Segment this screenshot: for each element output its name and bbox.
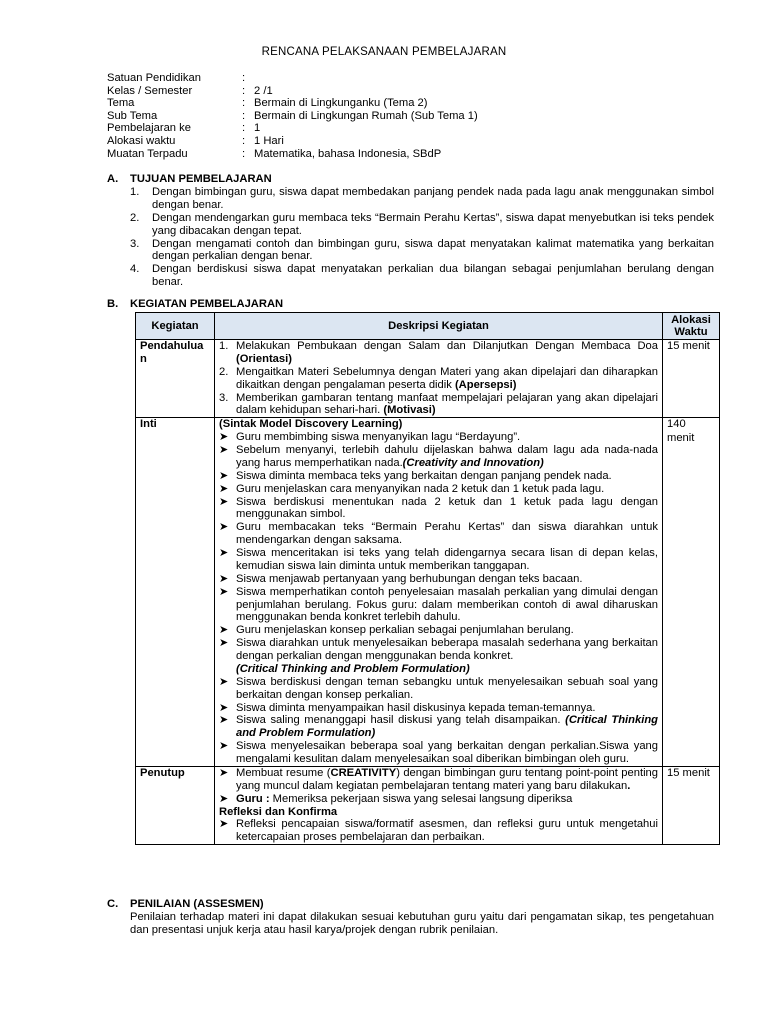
arrow-bullet-icon: ➤ <box>219 495 229 508</box>
item-number: 2. <box>130 211 140 224</box>
info-value: 2 /1 <box>254 84 273 97</box>
item-text: Siswa menceritakan isi teks yang telah didengarnya secara lisan di depan kelas, kemudian siswa lain diminta untuk memberikan tanggapan. <box>236 547 658 572</box>
header-alokasi: Alokasi Waktu <box>663 313 720 340</box>
item-tag: (Critical Thinking and Problem Formulation) <box>236 662 470 675</box>
list-item <box>219 573 658 586</box>
item-text: Siswa menyelesaikan beberapa soal yang berkaitan dengan perkalian.Siswa yang mengalami kesulitan dalam menyelesaikan soal diberikan bimbingan oleh guru. <box>236 740 658 765</box>
item-text: Guru menjelaskan konsep perkalian sebagai penjumlahan berulang. <box>236 624 574 637</box>
info-row <box>107 72 478 85</box>
info-row <box>107 148 478 161</box>
item-number: 1. <box>130 186 140 198</box>
activity-name: Penutup <box>136 766 215 844</box>
list-item <box>130 263 714 289</box>
item-text: Siswa diminta menyampaikan hasil diskusinya kepada teman-temannya. <box>236 701 596 714</box>
list-item <box>219 624 658 637</box>
item-text: Guru menjelaskan cara menyanyikan nada 2 ketuk dan 1 ketuk pada lagu. <box>236 482 605 495</box>
list-item <box>219 483 658 496</box>
item-tag: (Creativity and Innovation) <box>402 456 544 469</box>
activity-time: 15 menit <box>663 340 720 418</box>
item-tag: (Orientasi) <box>236 352 292 365</box>
arrow-bullet-icon: ➤ <box>219 469 229 482</box>
item-text: . <box>627 779 631 792</box>
info-colon: : <box>242 84 246 97</box>
table-row-penutup <box>136 766 720 844</box>
section-letter: A. <box>107 173 119 185</box>
arrow-bullet-icon: ➤ <box>219 740 229 753</box>
info-row <box>107 122 478 135</box>
activity-name: Pendahuluan <box>136 340 215 418</box>
activity-description <box>215 766 663 844</box>
item-tag: (Critical Thinking and Problem Formulation) <box>236 714 658 740</box>
arrow-bullet-icon: ➤ <box>219 482 229 495</box>
activities-table <box>135 312 720 845</box>
activity-name: Inti <box>136 418 215 767</box>
list-item <box>130 238 714 264</box>
list-item <box>219 676 658 702</box>
item-text: Memeriksa pekerjaan siswa yang selesai langsung diperiksa <box>272 792 573 805</box>
list-item <box>219 496 658 522</box>
arrow-bullet-icon: ➤ <box>219 572 229 585</box>
item-text: Siswa saling menanggapi hasil diskusi yang telah disampaikan. <box>236 714 566 727</box>
arrow-bullet-icon: ➤ <box>219 585 229 598</box>
arrow-bullet-icon: ➤ <box>219 547 229 559</box>
item-text: Dengan mengamati contoh dan bimbingan guru, siswa dapat menyatakan kalimat matematika yang berkaitan dengan perkalian dengan benar. <box>152 237 714 263</box>
item-text: Melakukan Pembukaan dengan Salam dan Dilanjutkan Dengan Membaca Doa <box>236 340 658 352</box>
arrow-bullet-icon: ➤ <box>219 431 229 444</box>
item-text: Siswa berdiskusi menentukan nada 2 ketuk dan 1 ketuk pada lagu dengan menggunakan simbol. <box>236 495 658 521</box>
item-text: Siswa memperhatikan contoh penyelesaian masalah perkalian yang dimulai dengan penjumlahan berulang. Fokus guru: dalam memberikan contoh di awal diharuskan menggunakan benda konkret terlebih dahulu. <box>236 585 658 624</box>
info-label: Muatan Terpadu <box>107 147 188 160</box>
item-text: Dengan mendengarkan guru membaca teks “Bermain Perahu Kertas”, siswa dapat menyebutkan isi teks pendek yang dibacakan dengan tepat. <box>152 211 714 237</box>
arrow-bullet-icon: ➤ <box>219 701 229 714</box>
list-item <box>219 767 658 793</box>
list-item <box>130 186 714 212</box>
arrow-bullet-icon: ➤ <box>219 624 229 637</box>
info-label: Tema <box>107 97 135 110</box>
activity-description <box>215 418 663 767</box>
section-c-heading <box>107 898 264 911</box>
info-label: Sub Tema <box>107 109 158 122</box>
arrow-bullet-icon: ➤ <box>219 444 229 456</box>
assessment-text: Penilaian terhadap materi ini dapat dilakukan sesuai kebutuhan guru yaitu dari pengamatan sikap, tes pengetahuan dan presentasi unjuk kerja atau hasil karya/projek dengan rubrik penilaian. <box>130 911 714 936</box>
item-text: Siswa berdiskusi dengan teman sebangku untuk menyelesaikan sebuah soal yang berkaitan dengan konsep perkalian. <box>236 675 658 701</box>
arrow-bullet-icon: ➤ <box>219 766 229 779</box>
item-tag: (Motivasi) <box>383 404 436 417</box>
info-row <box>107 110 478 123</box>
arrow-bullet-icon: ➤ <box>219 792 229 805</box>
item-text: Membuat resume ( <box>236 766 331 779</box>
list-item <box>219 586 658 625</box>
item-text: Sebelum menyanyi, terlebih dahulu dijelaskan bahwa dalam lagu ada nada-nada yang harus memperhatikan nada. <box>236 444 658 469</box>
info-colon: : <box>242 97 246 110</box>
table-row-pendahuluan <box>136 340 720 418</box>
list-item <box>219 521 658 547</box>
item-number: 4. <box>130 263 140 276</box>
arrow-bullet-icon: ➤ <box>219 637 229 650</box>
section-letter: B. <box>107 298 119 310</box>
list-item <box>219 793 658 806</box>
list-item <box>219 740 658 766</box>
list-item <box>219 470 658 483</box>
list-item <box>219 547 658 573</box>
item-text: Siswa diarahkan untuk menyelesaikan beberapa masalah sederhana yang berkaitan dengan perkalian dengan menggunakan benda konkret. <box>236 637 658 662</box>
info-row <box>107 85 478 98</box>
objectives-list <box>130 186 714 289</box>
arrow-bullet-icon: ➤ <box>219 675 229 688</box>
list-item <box>219 714 658 740</box>
section-a-heading <box>107 173 272 186</box>
activity-description <box>215 340 663 418</box>
item-text: Guru membacakan teks “Bermain Perahu Kertas” dan siswa diarahkan untuk mendengarkan dengan saksama. <box>236 521 658 547</box>
section-letter: C. <box>107 898 119 910</box>
item-number: 3. <box>219 391 229 404</box>
info-row <box>107 135 478 148</box>
list-item <box>219 444 658 470</box>
table-header-row <box>136 313 720 340</box>
list-item <box>219 637 658 676</box>
item-text: Dengan berdiskusi siswa dapat menyatakan perkalian dua bilangan sebagai penjumlahan berulang dengan benar. <box>152 263 714 289</box>
item-text: Mengaitkan Materi Sebelumnya dengan Materi yang akan dipelajari dan diharapkan dikaitkan dengan pengalaman peserta didik <box>236 365 658 391</box>
info-label: Alokasi waktu <box>107 134 176 147</box>
list-item <box>219 366 658 392</box>
arrow-bullet-icon: ➤ <box>219 521 229 534</box>
inti-heading: (Sintak Model Discovery Learning) <box>219 418 403 431</box>
identity-block <box>107 72 478 160</box>
section-title: PENILAIAN (ASSESMEN) <box>130 898 264 910</box>
item-text: Siswa diminta membaca teks yang berkaitan dengan panjang pendek nada. <box>236 469 612 482</box>
item-text: Dengan bimbingan guru, siswa dapat membedakan panjang pendek nada pada lagu anak menggunakan simbol dengan benar. <box>152 186 714 211</box>
info-colon: : <box>242 72 246 84</box>
table-row-inti <box>136 418 720 767</box>
item-text: ) dengan bimbingan guru tentang point-point penting yang muncul dalam kegiatan pembelajaran tentang materi yang baru dilakukan <box>236 766 658 792</box>
info-value: 1 Hari <box>254 134 284 147</box>
item-text: Refleksi pencapaian siswa/formatif asesmen, dan refleksi guru untuk mengetahui ketercapaian proses pembelajaran dan perbaikan. <box>236 818 658 844</box>
info-label: Kelas / Semester <box>107 84 193 97</box>
list-item <box>219 702 658 715</box>
info-colon: : <box>242 147 246 160</box>
info-value: Bermain di Lingkungan Rumah (Sub Tema 1) <box>254 109 478 122</box>
document-title: RENCANA PELAKSANAAN PEMBELAJARAN <box>261 46 507 58</box>
item-number: 2. <box>219 365 229 378</box>
arrow-bullet-icon: ➤ <box>219 818 229 831</box>
list-item <box>219 818 658 844</box>
item-tag: Guru : <box>236 792 273 805</box>
item-number: 3. <box>130 237 140 250</box>
header-deskripsi: Deskripsi Kegiatan <box>215 313 663 340</box>
item-text: Memberikan gambaran tentang manfaat mempelajari pelajaran yang akan dipelajari dalam kehidupan sehari-hari. <box>236 391 658 417</box>
info-colon: : <box>242 134 246 147</box>
item-tag: CREATIVITY <box>330 766 397 779</box>
list-item <box>219 431 658 444</box>
list-item <box>219 340 658 366</box>
section-title: TUJUAN PEMBELAJARAN <box>130 173 272 185</box>
item-tag: (Apersepsi) <box>454 378 517 391</box>
section-title: KEGIATAN PEMBELAJARAN <box>130 298 284 310</box>
info-row <box>107 97 478 110</box>
header-kegiatan: Kegiatan <box>136 313 215 340</box>
item-text: Guru membimbing siswa menyanyikan lagu “Berdayung”. <box>236 431 521 444</box>
activity-time: 15 menit <box>663 766 720 844</box>
info-colon: : <box>242 109 246 122</box>
reflection-heading: Refleksi dan Konfirma <box>219 805 338 818</box>
info-value: Matematika, bahasa Indonesia, SBdP <box>254 147 442 160</box>
list-item <box>130 212 714 238</box>
info-colon: : <box>242 122 246 135</box>
activity-time: 140 menit <box>663 418 720 767</box>
info-value: Bermain di Lingkunganku (Tema 2) <box>254 97 428 110</box>
arrow-bullet-icon: ➤ <box>219 714 229 727</box>
info-value: 1 <box>254 122 261 135</box>
section-b-heading <box>107 298 283 311</box>
info-label: Pembelajaran ke <box>107 122 191 135</box>
info-label: Satuan Pendidikan <box>107 72 201 84</box>
list-item <box>219 392 658 418</box>
item-number: 1. <box>219 340 229 352</box>
item-text: Siswa menjawab pertanyaan yang berhubungan dengan teks bacaan. <box>236 572 583 585</box>
